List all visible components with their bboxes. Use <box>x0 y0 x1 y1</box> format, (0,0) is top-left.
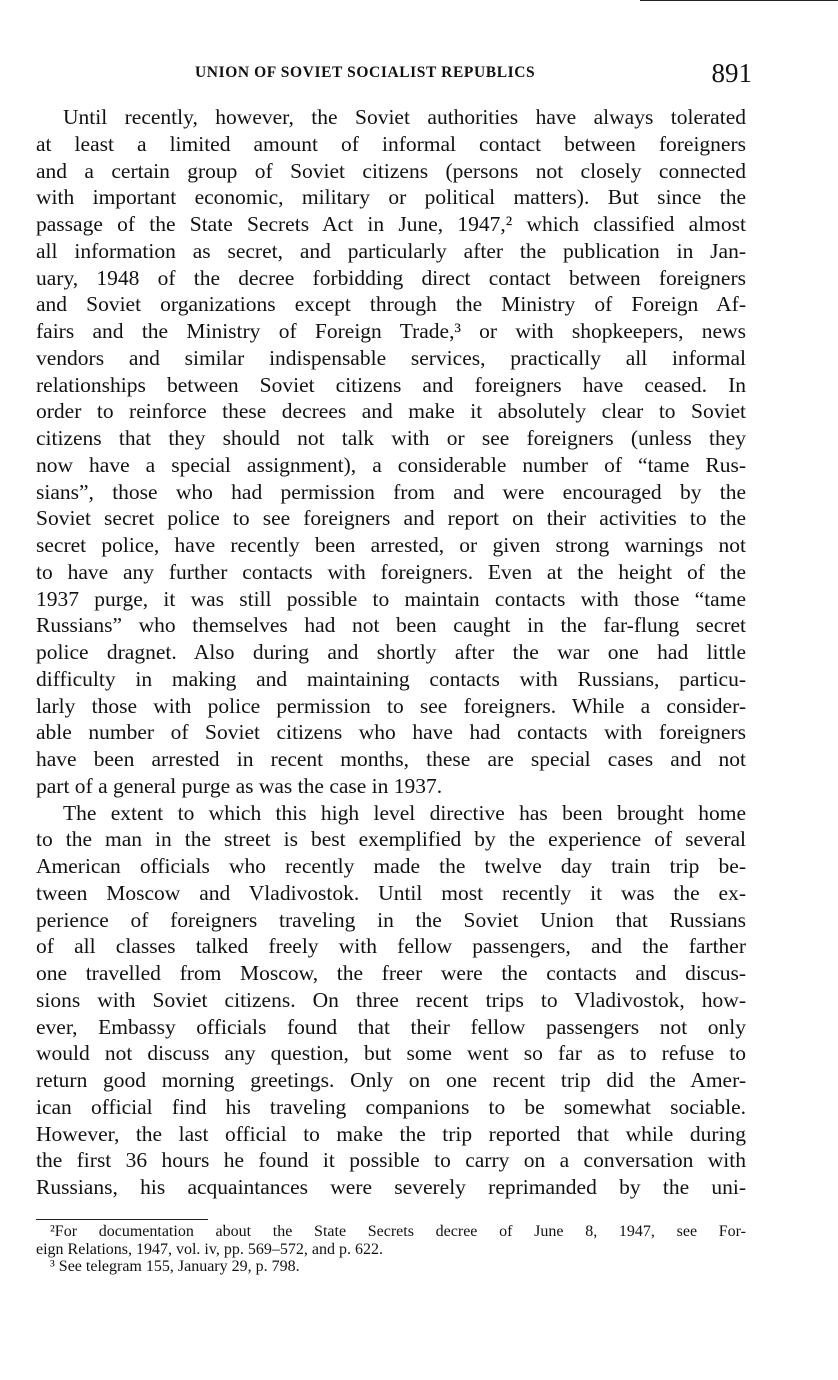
text-line: larly those with police permission to see foreigners. While a consider- <box>36 693 746 718</box>
text-line: sians”, those who had permission from and were encouraged by the <box>36 479 746 504</box>
text-line: Russians” who themselves had not been caught in the far-flung secret <box>36 613 746 638</box>
page-number: 891 <box>711 58 752 88</box>
footnotes <box>36 1223 746 1276</box>
text-line: return good morning greetings. Only on one recent trip did the Amer- <box>36 1068 746 1092</box>
text-line: sions with Soviet citizens. On three recent trips to Vladivostok, how- <box>36 987 746 1012</box>
text-line: police dragnet. Also during and shortly after the war one had little <box>36 640 746 664</box>
text-line: all information as secret, and particularly after the publication in Jan- <box>36 238 746 263</box>
footnote-2-line-2: eign Relations, 1947, vol. iv, pp. 569–572, and p. 622. <box>36 1240 383 1258</box>
text-line: American officials who recently made the twelve day train trip be- <box>36 854 746 878</box>
text-line: Russians, his acquaintances were severely reprimanded by the uni- <box>36 1175 746 1199</box>
text-line: ican official find his traveling companions to be somewhat sociable. <box>36 1094 746 1119</box>
text-line: citizens that they should not talk with or see foreigners (unless they <box>36 426 746 450</box>
text-line: difficulty in making and maintaining contacts with Russians, particu- <box>36 666 746 691</box>
top-edge-rule <box>640 0 838 1</box>
text-line: ever, Embassy officials found that their fellow passengers not only <box>36 1014 746 1039</box>
text-line: passage of the State Secrets Act in June, 1947,² which classified almost <box>36 212 746 236</box>
text-line: uary, 1948 of the decree forbidding direct contact between foreigners <box>36 265 746 290</box>
running-title: UNION OF SOVIET SOCIALIST REPUBLICS <box>195 64 536 81</box>
text-line: fairs and the Ministry of Foreign Trade,³ or with shopkeepers, news <box>36 319 746 343</box>
text-line: vendors and similar indispensable services, practically all informal <box>36 345 746 370</box>
text-line: tween Moscow and Vladivostok. Until most recently it was the ex- <box>36 880 746 905</box>
text-line: of all classes talked freely with fellow passengers, and the farther <box>36 934 746 959</box>
text-line: Soviet secret police to see foreigners and report on their activities to the <box>36 506 746 531</box>
text-line: 1937 purge, it was still possible to maintain contacts with those “tame <box>36 586 746 611</box>
text-line: order to reinforce these decrees and make it absolutely clear to Soviet <box>36 399 746 424</box>
text-line: relationships between Soviet citizens and foreigners have ceased. In <box>36 372 746 397</box>
text-line: to have any further contacts with foreigners. Even at the height of the <box>36 559 746 584</box>
text-line: now have a special assignment), a considerable number of “tame Rus- <box>36 452 746 477</box>
text-line: part of a general purge as was the case in 1937. <box>36 773 443 798</box>
text-line: perience of foreigners traveling in the Soviet Union that Russians <box>36 907 746 932</box>
body-text <box>36 104 746 1201</box>
text-line: with important economic, military or political matters). But since the <box>36 185 746 210</box>
footnote-2-line-1: ²For documentation about the State Secrets decree of June 8, 1947, see For- <box>50 1223 746 1240</box>
text-line: the first 36 hours he found it possible to carry on a conversation with <box>36 1148 746 1173</box>
text-line: and a certain group of Soviet citizens (persons not closely connected <box>36 158 746 183</box>
text-line: at least a limited amount of informal contact between foreigners <box>36 131 746 156</box>
paragraph-1 <box>36 104 746 800</box>
text-line: However, the last official to make the trip reported that while during <box>36 1121 746 1146</box>
footnote-rule <box>36 1219 208 1220</box>
text-line: have been arrested in recent months, these are special cases and not <box>36 747 746 771</box>
text-line: and Soviet organizations except through the Ministry of Foreign Af- <box>36 292 746 317</box>
text-line: Until recently, however, the Soviet authorities have always tolerated <box>63 105 746 129</box>
text-line: one travelled from Moscow, the freer were the contacts and discus- <box>36 961 746 985</box>
paragraph-2 <box>36 800 746 1201</box>
footnote-3: ³ See telegram 155, January 29, p. 798. <box>50 1258 300 1275</box>
text-line: would not discuss any question, but some went so far as to refuse to <box>36 1041 746 1066</box>
running-head <box>40 58 752 92</box>
text-line: able number of Soviet citizens who have had contacts with foreigners <box>36 720 746 745</box>
text-line: The extent to which this high level directive has been brought home <box>63 800 746 825</box>
text-line: secret police, have recently been arrested, or given strong warnings not <box>36 533 746 557</box>
text-line: to the man in the street is best exemplified by the experience of several <box>36 827 746 852</box>
